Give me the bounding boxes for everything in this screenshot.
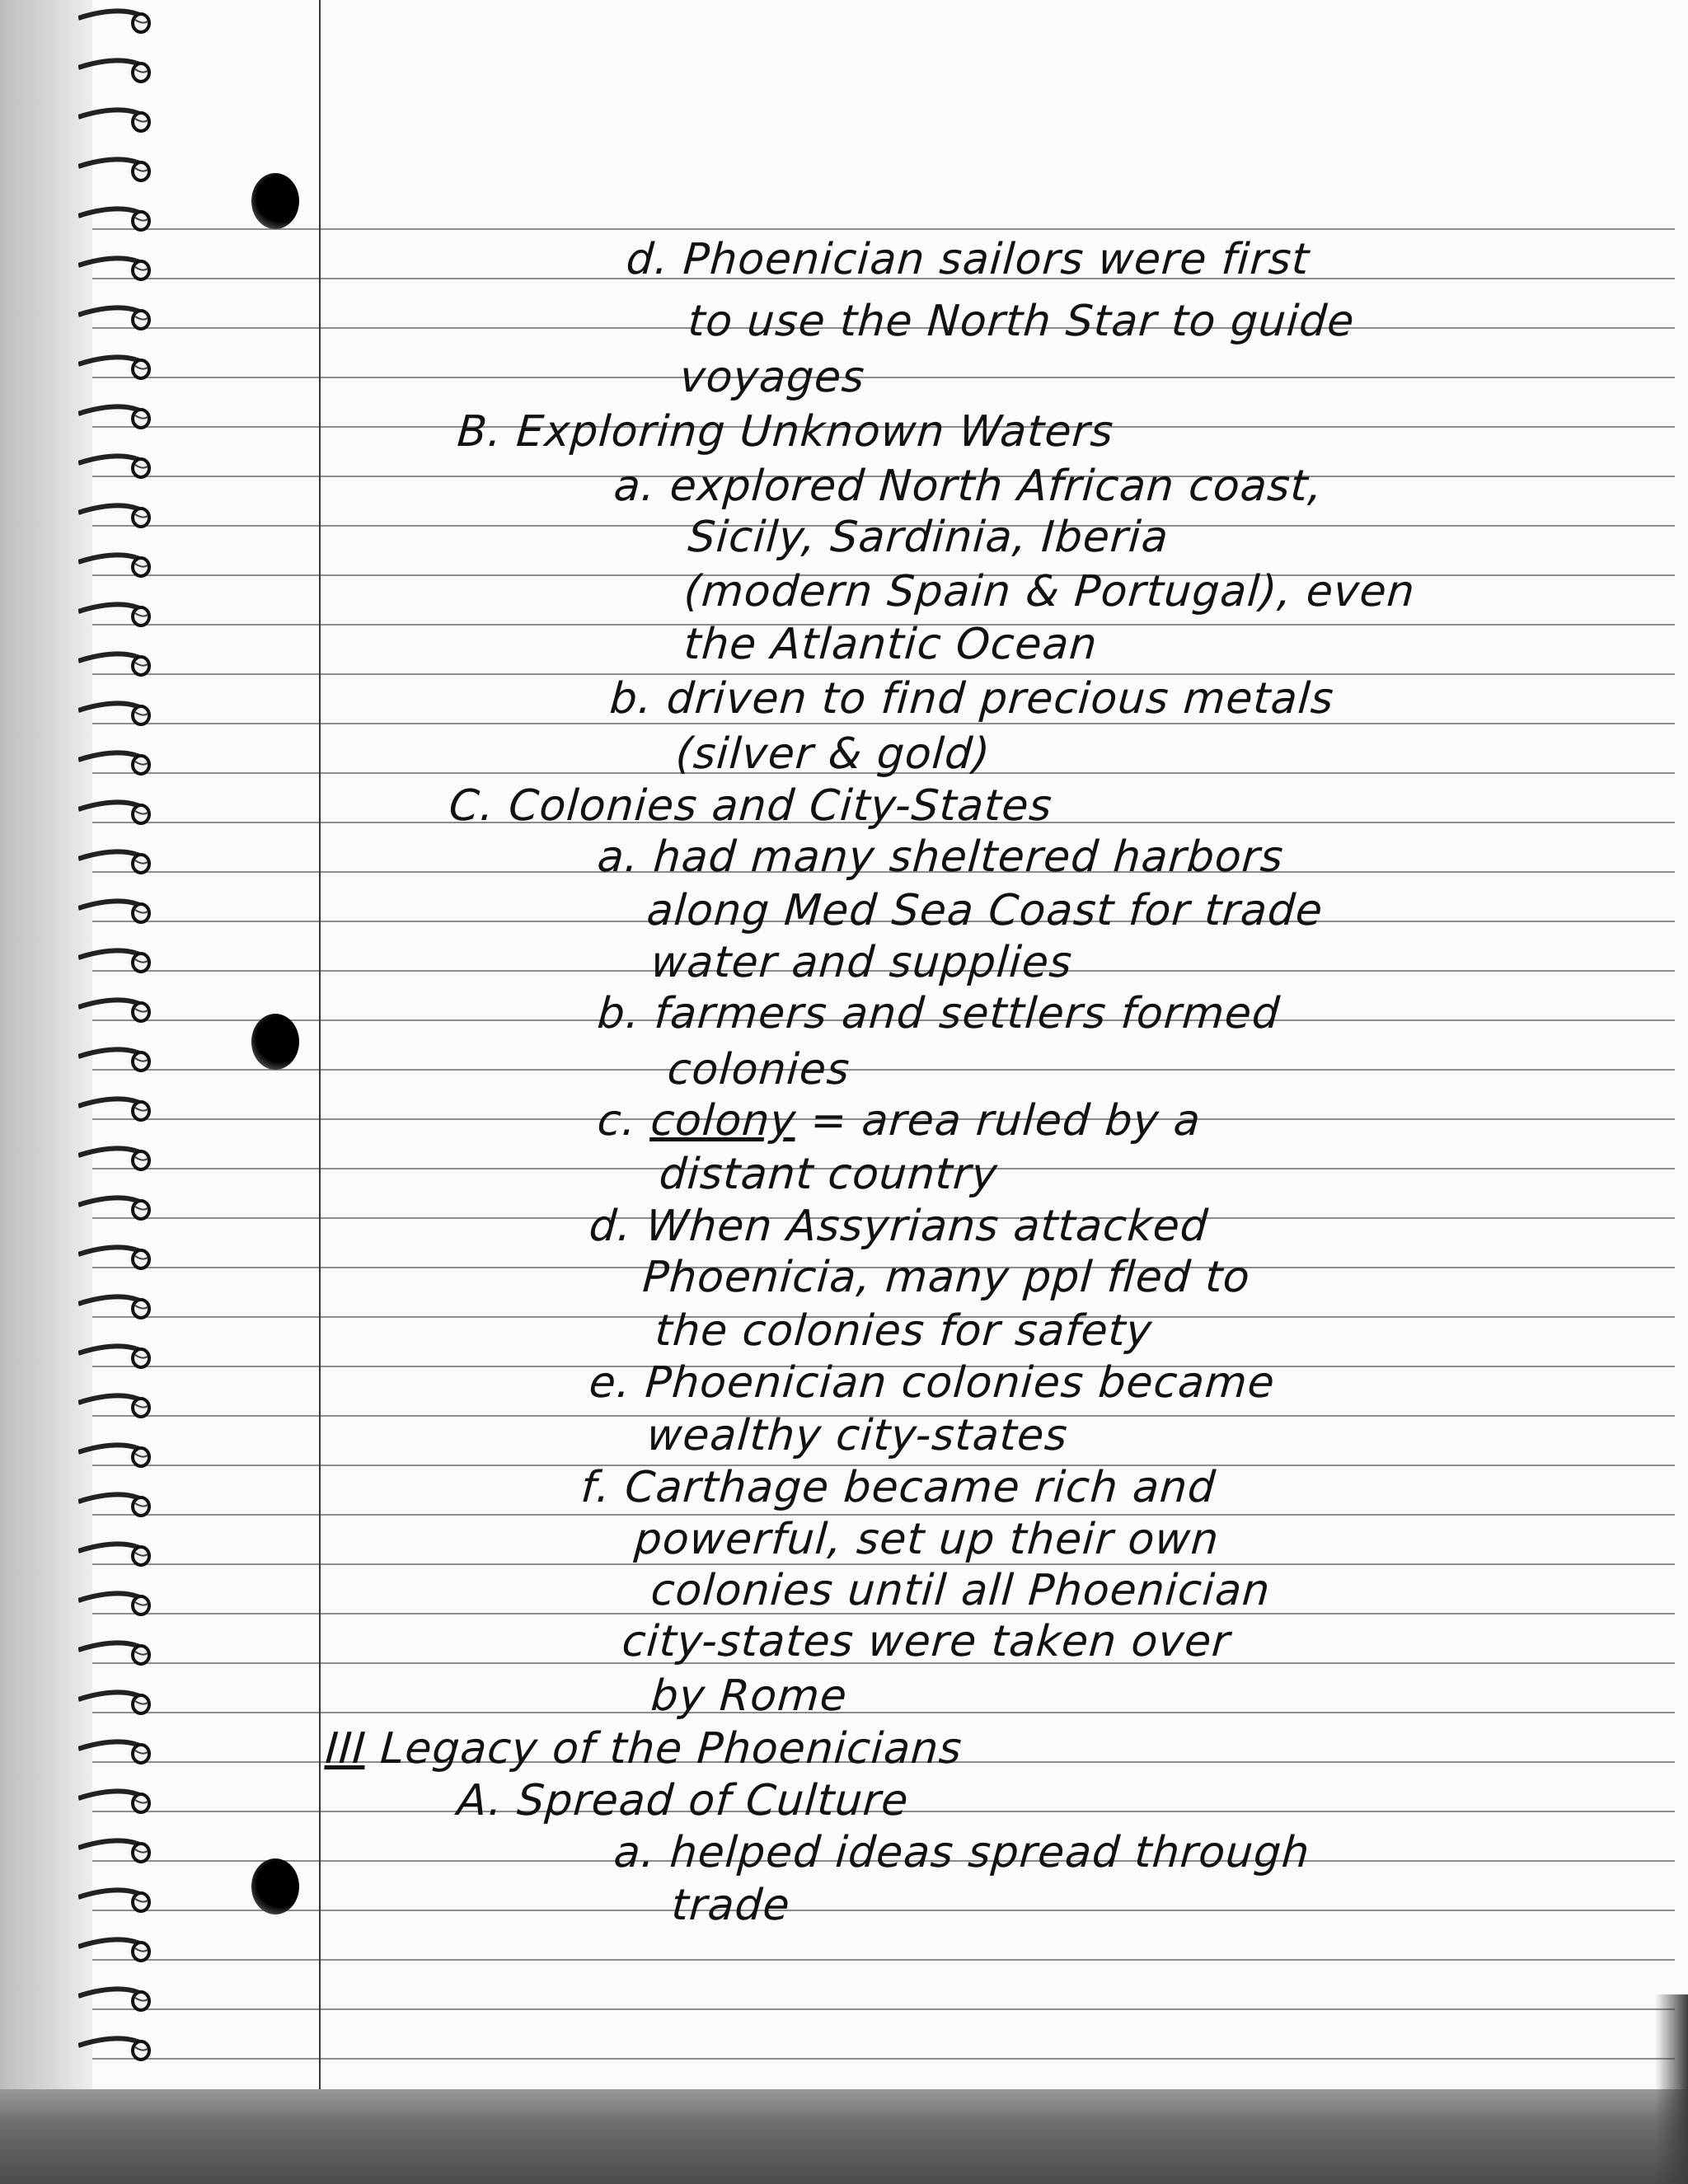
note-line: a. explored North African coast,: [612, 462, 1325, 511]
definition: = area ruled by a: [809, 1096, 1203, 1146]
term-colony: colony: [649, 1096, 799, 1146]
note-line: by Rome: [649, 1671, 850, 1721]
note-line: (silver & gold): [673, 729, 992, 779]
scan-shadow-bottom: [0, 2089, 1688, 2184]
note-line: [596, 1096, 1203, 1146]
note-line: b. farmers and settlers formed: [595, 989, 1282, 1038]
section-heading: A. Spread of Culture: [455, 1776, 911, 1825]
note-line: colonies until all Phoenician: [649, 1566, 1273, 1615]
note-line: city-states were taken over: [620, 1617, 1232, 1666]
note-line: the colonies for safety: [653, 1306, 1155, 1356]
note-line: Phoenicia, many ppl fled to: [640, 1253, 1252, 1302]
roman-numeral: III: [323, 1724, 368, 1774]
note-prefix: c.: [595, 1096, 639, 1146]
scan-shadow-right: [1655, 1994, 1688, 2184]
section-heading: B. Exploring Unknown Waters: [455, 407, 1116, 457]
note-line: d. When Assyrians attacked: [587, 1202, 1211, 1251]
note-line: a. had many sheltered harbors: [595, 832, 1286, 882]
heading-text: Legacy of the Phoenicians: [378, 1724, 964, 1774]
note-line: Sicily, Sardinia, Iberia: [686, 513, 1170, 562]
section-heading: C. Colonies and City-States: [447, 781, 1054, 831]
note-line: colonies: [665, 1045, 852, 1094]
note-line: a. helped ideas spread through: [612, 1828, 1312, 1877]
note-line: wealthy city-states: [645, 1411, 1070, 1460]
note-line: f. Carthage became rich and: [579, 1463, 1218, 1512]
note-line: to use the North Star to guide: [686, 297, 1357, 346]
note-line: (modern Spain & Portugal), even: [682, 567, 1417, 616]
note-line: trade: [669, 1881, 792, 1930]
note-line: d. Phoenician sailors were first: [624, 235, 1311, 284]
note-line: distant country: [657, 1150, 1000, 1199]
note-line: the Atlantic Ocean: [682, 620, 1100, 669]
note-line: b. driven to find precious metals: [607, 674, 1336, 724]
note-line: along Med Sea Coast for trade: [645, 886, 1325, 935]
note-line: e. Phoenician colonies became: [587, 1358, 1277, 1408]
note-line: powerful, set up their own: [632, 1515, 1221, 1564]
note-line: voyages: [678, 353, 867, 402]
note-line: water and supplies: [649, 938, 1075, 987]
section-heading: [324, 1724, 964, 1774]
